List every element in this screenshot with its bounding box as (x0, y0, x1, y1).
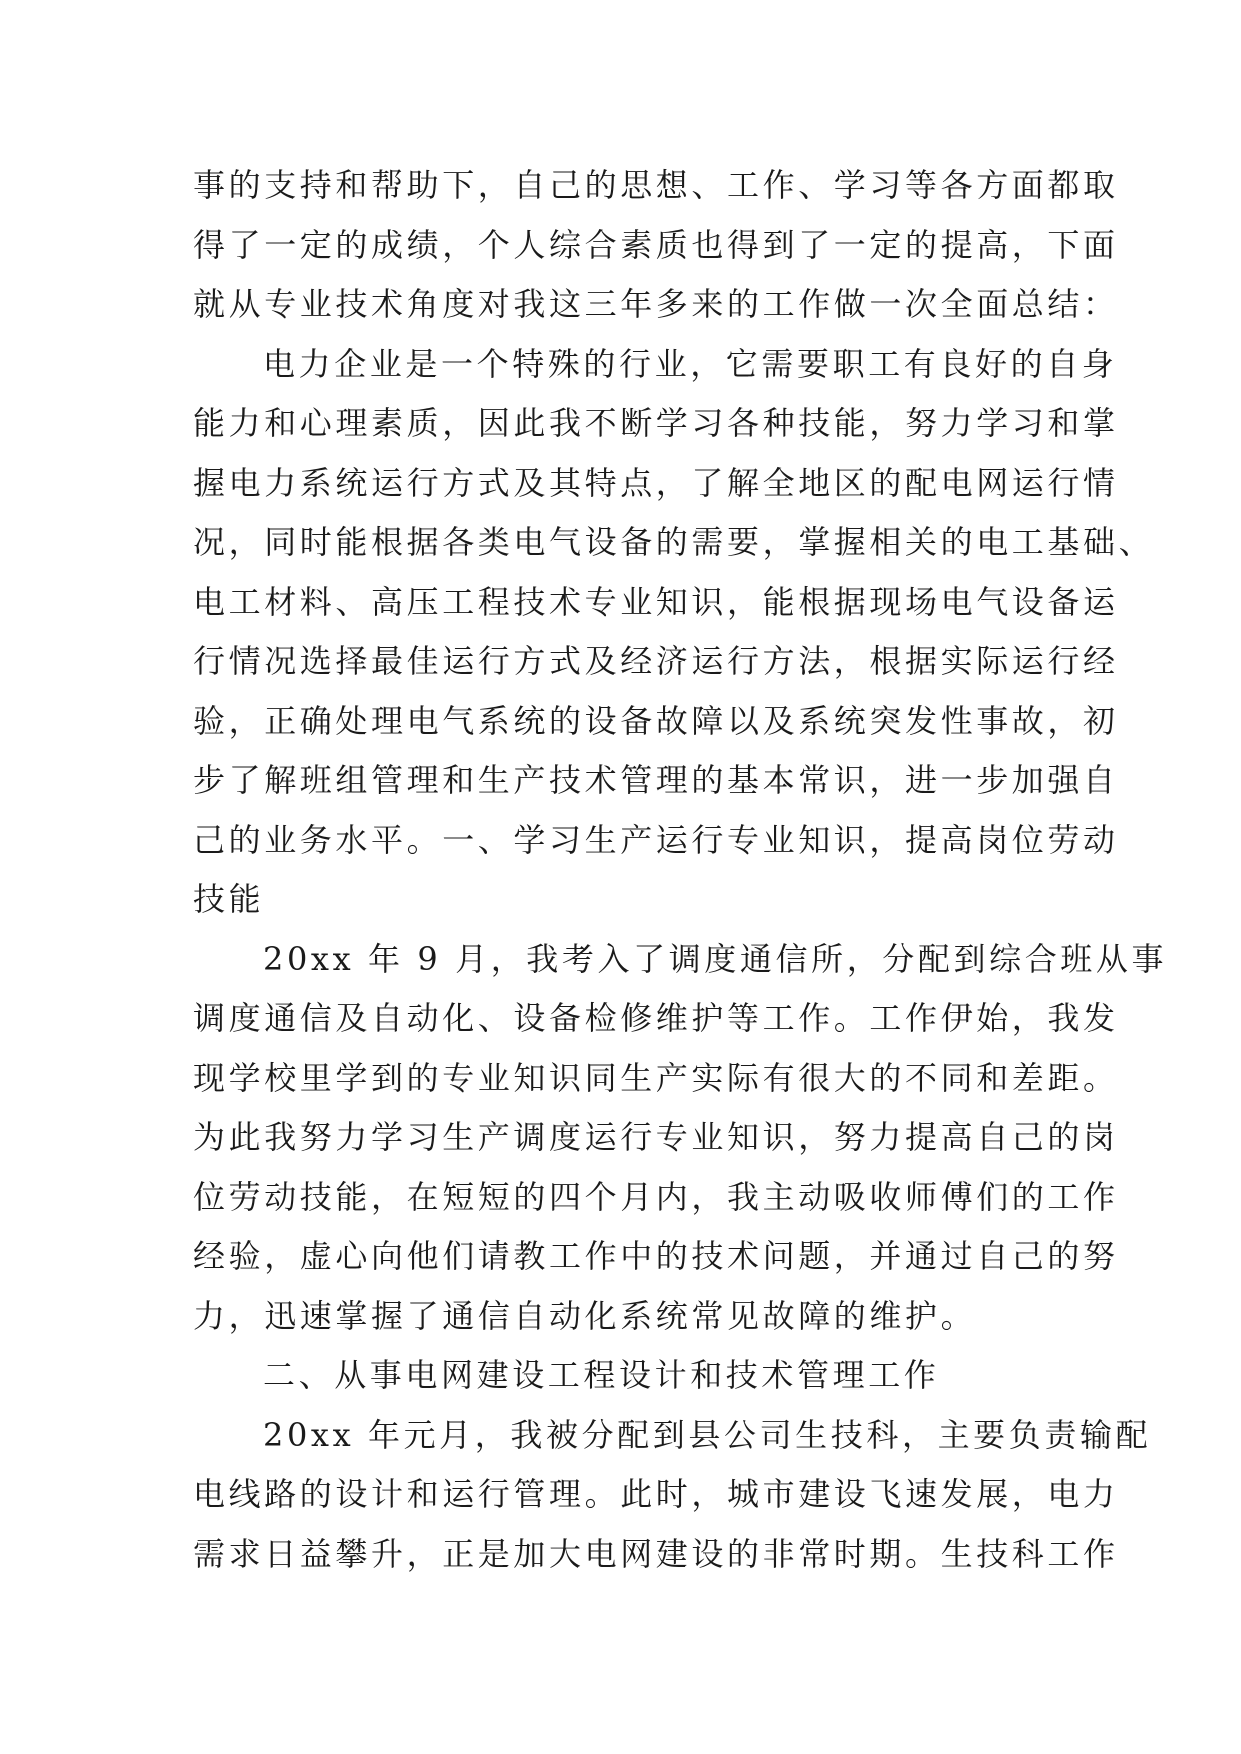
text-line: 电线路的设计和运行管理。此时，城市建设飞速发展，电力 (193, 1475, 1119, 1513)
text-line: 况，同时能根据各类电气设备的需要，掌握相关的电工基础、 (193, 523, 1155, 561)
text-line: 得了一定的成绩，个人综合素质也得到了一定的提高，下面 (193, 225, 1119, 264)
text-line: 技能 (193, 880, 265, 918)
text-line: 经验，虚心向他们请教工作中的技术问题，并通过自己的努 (193, 1237, 1119, 1275)
text-line: 需求日益攀升，正是加大电网建设的非常时期。生技科工作 (193, 1534, 1119, 1573)
text-line: 行情况选择最佳运行方式及经济运行方法，根据实际运行经 (193, 642, 1119, 680)
section-heading: 二、从事电网建设工程设计和技术管理工作 (263, 1356, 940, 1394)
text-line: 能力和心理素质，因此我不断学习各种技能，努力学习和掌 (193, 404, 1119, 442)
text-line: 20xx 年元月，我被分配到县公司生技科，主要负责输配 (263, 1415, 1152, 1454)
text-line: 为此我努力学习生产调度运行专业知识，努力提高自己的岗 (193, 1118, 1119, 1156)
text-line: 位劳动技能，在短短的四个月内，我主动吸收师傅们的工作 (193, 1177, 1119, 1216)
document-body (193, 156, 1168, 1584)
text-line: 验，正确处理电气系统的设备故障以及系统突发性事故，初 (193, 701, 1119, 740)
text-line: 就从专业技术角度对我这三年多来的工作做一次全面总结： (193, 285, 1119, 323)
text-line: 现学校里学到的专业知识同生产实际有很大的不同和差距。 (193, 1058, 1119, 1097)
text-line: 力，迅速掌握了通信自动化系统常见故障的维护。 (193, 1296, 977, 1335)
text-line: 步了解班组管理和生产技术管理的基本常识，进一步加强自 (193, 761, 1119, 799)
text-line: 己的业务水平。一、学习生产运行专业知识，提高岗位劳动 (193, 820, 1119, 859)
text-line: 电力企业是一个特殊的行业，它需要职工有良好的自身 (263, 344, 1118, 383)
text-line: 事的支持和帮助下，自己的思想、工作、学习等各方面都取 (193, 166, 1119, 204)
text-line: 握电力系统运行方式及其特点，了解全地区的配电网运行情 (193, 463, 1119, 502)
text-line: 调度通信及自动化、设备检修维护等工作。工作伊始，我发 (193, 999, 1119, 1037)
text-line: 电工材料、高压工程技术专业知识，能根据现场电气设备运 (193, 582, 1119, 621)
text-line: 20xx 年 9 月，我考入了调度通信所，分配到综合班从事 (263, 939, 1168, 978)
